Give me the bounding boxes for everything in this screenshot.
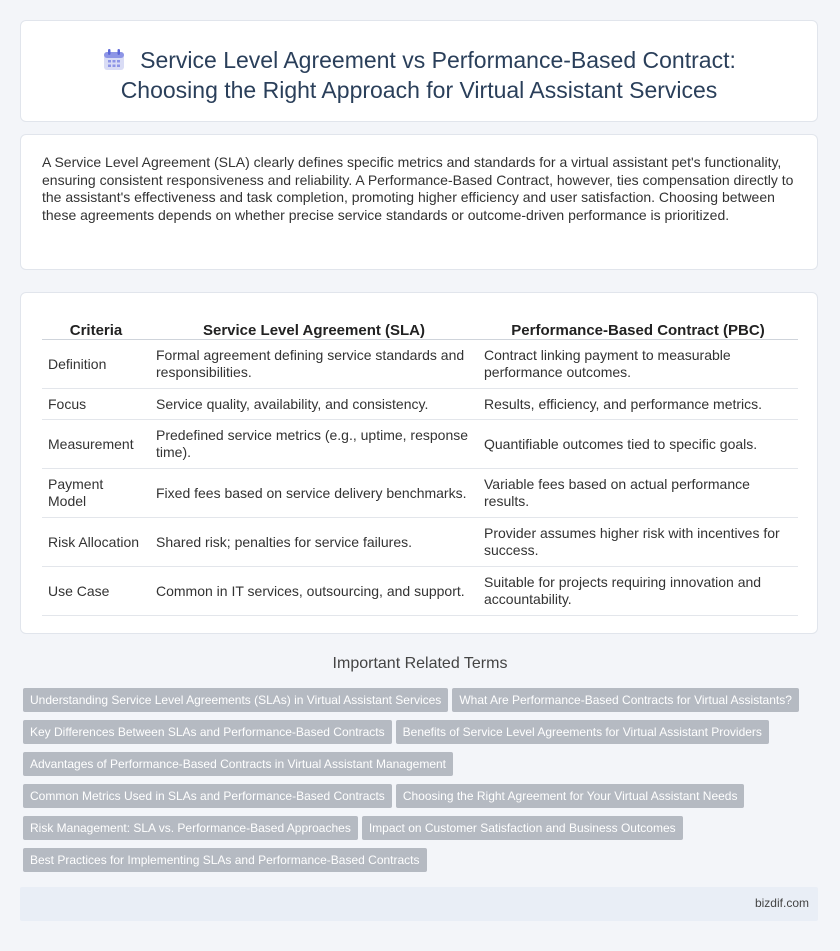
pbc-cell: Contract linking payment to measurable performance outcomes. — [478, 340, 798, 389]
table-header-row — [42, 313, 798, 340]
table-row — [42, 567, 798, 616]
criteria-cell: Risk Allocation — [42, 518, 150, 567]
intro-text: A Service Level Agreement (SLA) clearly defines specific metrics and standards for a virtual assistant pet's functionality, ensuring consistent responsiveness and reliability. A Performance-Based Contract, however, ties compensation directly to the assistant's effectiveness and task completion, promoting higher efficiency and user satisfaction. Choosing between these agreements depends on whether precise service standards or outcome-driven performance is prioritized. — [42, 154, 794, 223]
comparison-table-card — [20, 292, 818, 634]
table-row — [42, 340, 798, 389]
related-term-link[interactable]: Risk Management: SLA vs. Performance-Based Approaches — [23, 816, 358, 840]
comparison-table — [42, 313, 798, 616]
related-terms-list — [23, 688, 819, 880]
header-pbc: Performance-Based Contract (PBC) — [478, 313, 798, 340]
criteria-cell: Focus — [42, 389, 150, 420]
table-row — [42, 518, 798, 567]
header-criteria: Criteria — [42, 313, 150, 340]
pbc-cell: Variable fees based on actual performance results. — [478, 469, 798, 518]
sla-cell: Service quality, availability, and consistency. — [150, 389, 478, 420]
footer-bar — [20, 887, 818, 921]
related-term-link[interactable]: Best Practices for Implementing SLAs and Performance-Based Contracts — [23, 848, 427, 872]
sla-cell: Fixed fees based on service delivery benchmarks. — [150, 469, 478, 518]
sla-cell: Common in IT services, outsourcing, and support. — [150, 567, 478, 616]
related-term-link[interactable]: Key Differences Between SLAs and Performance-Based Contracts — [23, 720, 392, 744]
criteria-cell: Measurement — [42, 420, 150, 469]
footer-site[interactable]: bizdif.com — [754, 896, 809, 910]
title-line-1: Service Level Agreement vs Performance-Based Contract: — [140, 47, 736, 73]
header-sla: Service Level Agreement (SLA) — [150, 313, 478, 340]
criteria-cell: Payment Model — [42, 469, 150, 518]
pbc-cell: Suitable for projects requiring innovation and accountability. — [478, 567, 798, 616]
related-term-link[interactable]: Advantages of Performance-Based Contracts in Virtual Assistant Management — [23, 752, 453, 776]
table-row — [42, 420, 798, 469]
table-row — [42, 469, 798, 518]
sla-cell: Shared risk; penalties for service failures. — [150, 518, 478, 567]
related-term-link[interactable]: What Are Performance-Based Contracts for Virtual Assistants? — [452, 688, 799, 712]
criteria-cell: Use Case — [42, 567, 150, 616]
title-card — [20, 20, 818, 122]
criteria-cell: Definition — [42, 340, 150, 389]
table-row — [42, 389, 798, 420]
pbc-cell: Provider assumes higher risk with incentives for success. — [478, 518, 798, 567]
related-term-link[interactable]: Choosing the Right Agreement for Your Virtual Assistant Needs — [396, 784, 745, 808]
pbc-cell: Quantifiable outcomes tied to specific goals. — [478, 420, 798, 469]
sla-cell: Predefined service metrics (e.g., uptime, response time). — [150, 420, 478, 469]
related-term-link[interactable]: Impact on Customer Satisfaction and Business Outcomes — [362, 816, 683, 840]
related-term-link[interactable]: Common Metrics Used in SLAs and Performance-Based Contracts — [23, 784, 392, 808]
related-term-link[interactable]: Understanding Service Level Agreements (SLAs) in Virtual Assistant Services — [23, 688, 448, 712]
related-term-link[interactable]: Benefits of Service Level Agreements for Virtual Assistant Providers — [396, 720, 769, 744]
title-line-2: Choosing the Right Approach for Virtual Assistant Services — [120, 77, 718, 103]
calendar-icon — [102, 48, 126, 72]
related-terms-title: Important Related Terms — [332, 655, 508, 672]
sla-cell: Formal agreement defining service standards and responsibilities. — [150, 340, 478, 389]
intro-card — [20, 134, 818, 270]
pbc-cell: Results, efficiency, and performance metrics. — [478, 389, 798, 420]
page-title — [21, 45, 817, 105]
